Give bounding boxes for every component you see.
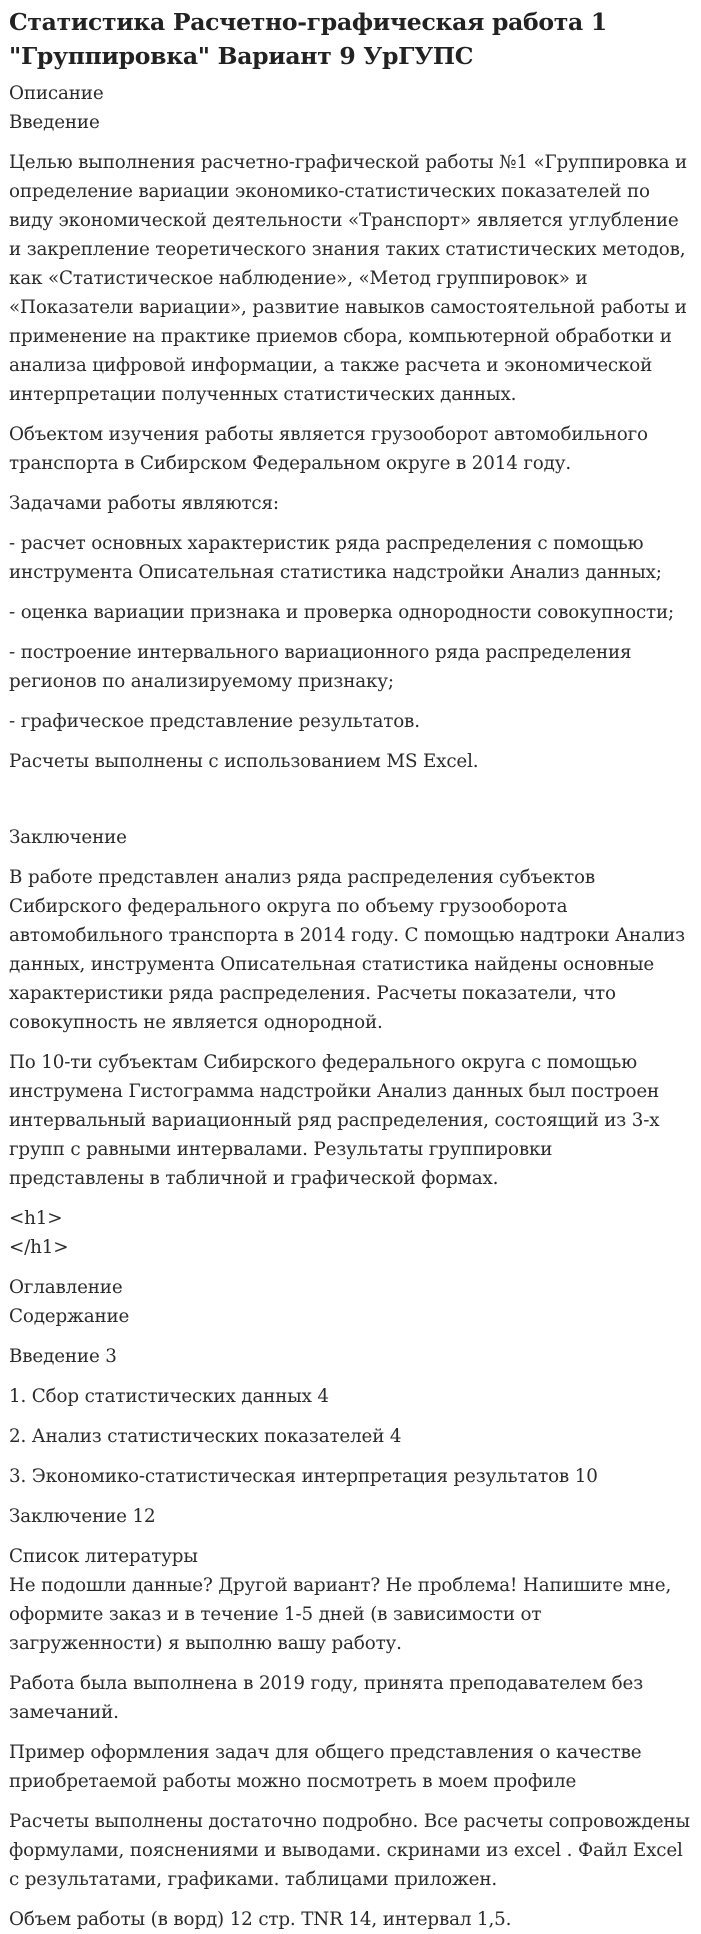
note-paragraph: Пример оформления задач для общего представления о качестве приобретаемой работы можно посмотреть в моем профиле <box>9 1742 642 1792</box>
toc-item: 2. Анализ статистических показателей 4 <box>9 1426 402 1447</box>
raw-tag-open: <h1> <box>9 1208 63 1229</box>
intro-task-item: - графическое представление результатов. <box>9 711 420 732</box>
toc-label: Оглавление <box>9 1277 123 1298</box>
intro-paragraph-object: Объектом изучения работы является грузооборот автомобильного транспорта в Сибирском Федеральном округе в 2014 году. <box>9 424 648 474</box>
toc-item: Введение 3 <box>9 1346 117 1367</box>
intro-task-item: - расчет основных характеристик ряда распределения с помощью инструмента Описательная статистика надстройки Анализ данных; <box>9 533 662 583</box>
page-title: Статистика Расчетно-графическая работа 1 "Группировка" Вариант 9 УрГУПС <box>9 8 607 70</box>
toc-item: 3. Экономико-статистическая интерпретация результатов 10 <box>9 1466 598 1487</box>
conclusion-paragraph: По 10-ти субъектам Сибирского федерального округа с помощью инструмена Гистограмма надстройки Анализ данных был построен интервальный вариационный ряд распределения, состоящий из 3-х групп с равными интервалами. Результаты группировки представлены в табличной и графической формах. <box>9 1052 660 1189</box>
intro-paragraph-tasks-label: Задачами работы являются: <box>9 493 279 514</box>
intro-task-item: - оценка вариации признака и проверка однородности совокупности; <box>9 602 675 623</box>
toc-item: Заключение 12 <box>9 1506 156 1527</box>
note-paragraph: Не подошли данные? Другой вариант? Не проблема! Напишите мне, оформите заказ и в течение 1-5 дней (в зависимости от загруженности) я выполню вашу работу. <box>9 1575 672 1654</box>
references-label: Список литературы <box>9 1546 198 1567</box>
note-paragraph: Объем работы (в ворд) 12 стр. TNR 14, интервал 1,5. <box>9 1909 512 1930</box>
intro-task-item: - построение интервального вариационного ряда распределения регионов по анализируемому признаку; <box>9 642 632 692</box>
conclusion-paragraph: В работе представлен анализ ряда распределения субъектов Сибирского федерального округа по объему грузооборота автомобильного транспорта в 2014 году. С помощью надтроки Анализ данных, инструмента Описательная статистика найдены основные характеристики ряда распределения. Расчеты показатели, что совокупность не является однородной. <box>9 867 685 1033</box>
toc-heading: Содержание <box>9 1306 130 1327</box>
raw-tag-close: </h1> <box>9 1237 69 1258</box>
intro-paragraph-tools: Расчеты выполнены с использованием MS Excel. <box>9 751 479 772</box>
description-label: Описание <box>9 83 104 104</box>
intro-paragraph-goal: Целью выполнения расчетно-графической работы №1 «Группировка и определение вариации экономико-статистических показателей по виду экономической деятельности «Транспорт» является углубление и закрепление теоретического знания таких статистических методов, как «Статистическое наблюдение», «Метод группировок» и «Показатели вариации», развитие навыков самостоятельной работы и применение на практике приемов сбора, компьютерной обработки и анализа цифровой информации, а также расчета и экономической интерпретации полученных статистических данных. <box>9 152 688 405</box>
note-paragraph: Расчеты выполнены достаточно подробно. Все расчеты сопровождены формулами, пояснениями и выводами. скринами из excel . Файл Excel с результатами, графиками. таблицами приложен. <box>9 1811 690 1890</box>
intro-heading: Введение <box>9 112 100 133</box>
blank-line <box>9 776 691 805</box>
toc-item: 1. Сбор статистических данных 4 <box>9 1386 329 1407</box>
conclusion-heading: Заключение <box>9 827 127 848</box>
note-paragraph: Работа была выполнена в 2019 году, принята преподавателем без замечаний. <box>9 1673 644 1723</box>
